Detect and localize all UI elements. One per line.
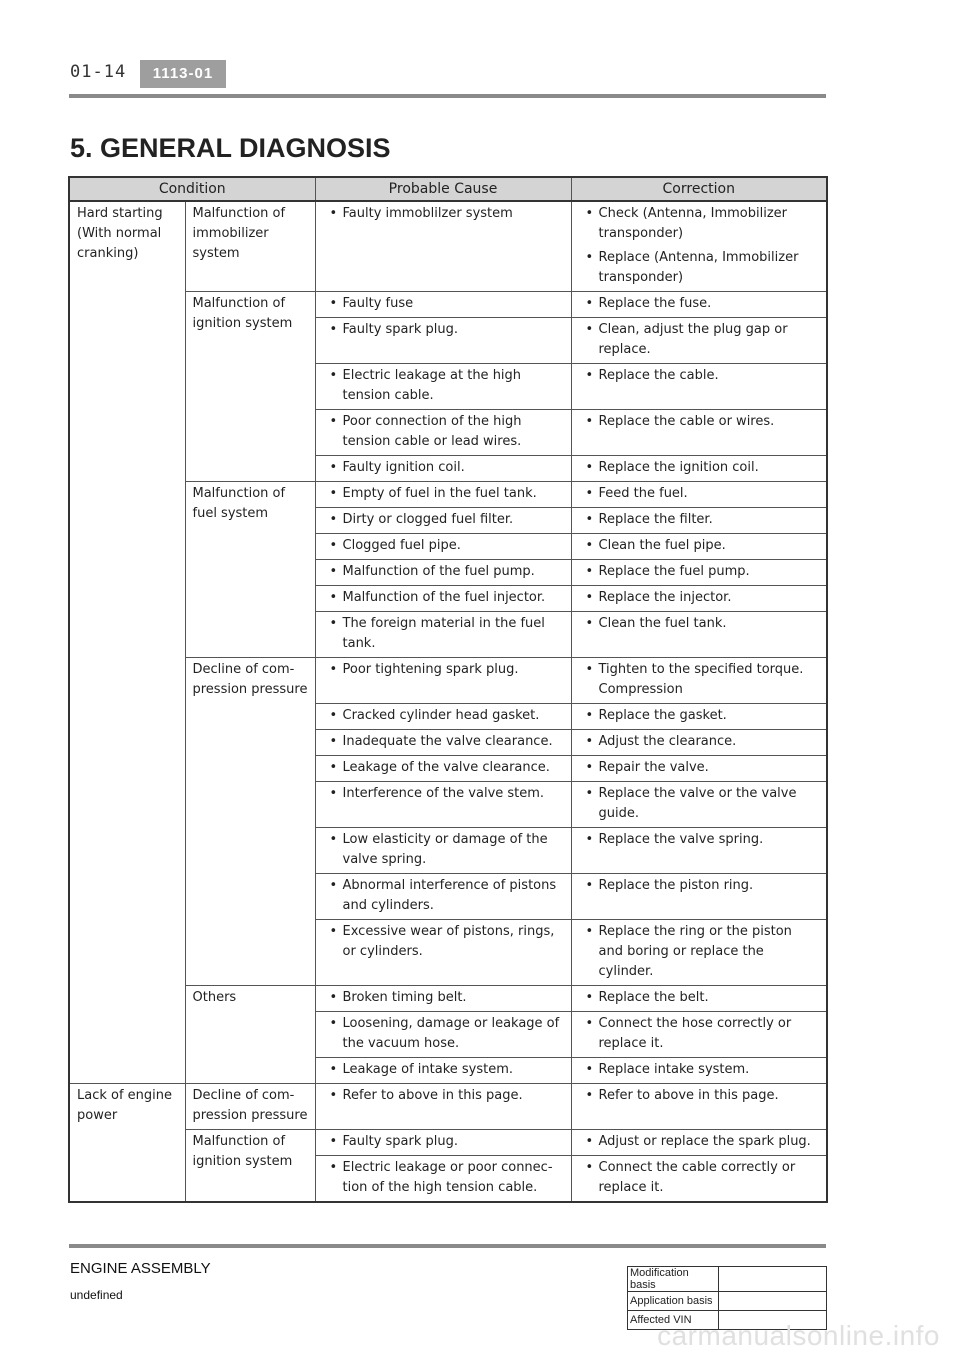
bullet-icon: •: [329, 662, 338, 677]
table-row: [69, 201, 827, 292]
correction-cell: [571, 986, 827, 1012]
correction-item: • Clean the fuel pipe.: [579, 536, 820, 556]
cause-item: • Interference of the valve stem.: [323, 784, 564, 804]
correction-cell: [571, 1058, 827, 1084]
bullet-icon: •: [585, 786, 594, 801]
bullet-icon: •: [585, 616, 594, 631]
correction-item: • Tighten to the specified torque. Compression: [585, 662, 804, 697]
probable-cause-cell: [315, 658, 571, 704]
column-header-condition: Condition: [69, 177, 315, 201]
correction-item: • Replace the valve or the valve guide.: [585, 786, 797, 821]
probable-cause-cell: [315, 1156, 571, 1203]
bullet-icon: •: [329, 1088, 338, 1103]
sub-condition-cell: Malfunction of immobilizer system: [185, 201, 315, 292]
correction-cell: [571, 1156, 827, 1203]
cause-item: • Cracked cylinder head gasket.: [323, 706, 564, 726]
correction-cell: [571, 1012, 827, 1058]
correction-item: • Replace the cable.: [579, 366, 820, 386]
correction-cell: [571, 508, 827, 534]
sub-condition-cell: Malfunction of fuel system: [185, 482, 315, 658]
probable-cause-cell: [315, 782, 571, 828]
page-number: 01-14: [70, 62, 127, 82]
correction-item: • Adjust the clearance.: [579, 732, 820, 752]
probable-cause-cell: [315, 292, 571, 318]
correction-cell: [571, 410, 827, 456]
cause-item: • Poor tightening spark plug.: [323, 660, 564, 680]
correction-cell: [571, 586, 827, 612]
bullet-icon: •: [585, 538, 594, 553]
cause-item: • Electric leakage or poor connec- tion of the high tension cable.: [329, 1160, 553, 1195]
condition-cell: Lack of engine power: [69, 1084, 185, 1203]
header-divider: [69, 94, 826, 98]
probable-cause-cell: [315, 756, 571, 782]
cause-item: • Faulty spark plug.: [323, 1132, 564, 1152]
cause-item: • Abnormal interference of pistons and cylinders.: [329, 878, 557, 913]
correction-cell: [571, 1130, 827, 1156]
correction-cell: [571, 920, 827, 986]
correction-item: • Repair the valve.: [579, 758, 820, 778]
bullet-icon: •: [329, 990, 338, 1005]
affected-vin-label: Affected VIN: [628, 1311, 719, 1330]
cause-item: • Empty of fuel in the fuel tank.: [323, 484, 564, 504]
bullet-icon: •: [585, 1134, 594, 1149]
modification-basis-label: Modification basis: [628, 1267, 719, 1292]
footer-divider: [69, 1244, 826, 1248]
correction-item: • Replace the ring or the piston and boring or replace the cylinder.: [585, 924, 792, 979]
correction-cell: [571, 730, 827, 756]
cause-item: • Electric leakage at the high tension cable.: [329, 368, 522, 403]
probable-cause-cell: [315, 920, 571, 986]
bullet-icon: •: [329, 708, 338, 723]
correction-cell: [571, 482, 827, 508]
bullet-icon: •: [329, 734, 338, 749]
correction-item: • Connect the hose correctly or replace it.: [585, 1016, 792, 1051]
cause-item: • Leakage of intake system.: [323, 1060, 564, 1080]
probable-cause-cell: [315, 828, 571, 874]
correction-item: • Clean the fuel tank.: [579, 614, 820, 634]
correction-item: • Replace the injector.: [579, 588, 820, 608]
correction-item: • Replace intake system.: [579, 1060, 820, 1080]
correction-item: • Replace the filter.: [579, 510, 820, 530]
probable-cause-cell: [315, 730, 571, 756]
bullet-icon: •: [329, 1016, 338, 1031]
bullet-icon: •: [585, 206, 594, 221]
cause-item: • Inadequate the valve clearance.: [323, 732, 564, 752]
probable-cause-cell: [315, 534, 571, 560]
cause-item: • Faulty ignition coil.: [323, 458, 564, 478]
probable-cause-cell: [315, 1012, 571, 1058]
footer-subtitle: undefined: [70, 1288, 123, 1302]
sub-condition-cell: Decline of com- pression pressure: [185, 1084, 315, 1130]
bullet-icon: •: [329, 296, 338, 311]
cause-item: • Faulty immoblilzer system: [323, 204, 564, 224]
correction-item: • Clean, adjust the plug gap or replace.: [585, 322, 788, 357]
correction-cell: [571, 612, 827, 658]
probable-cause-cell: [315, 482, 571, 508]
correction-item: • Feed the fuel.: [579, 484, 820, 504]
sub-condition-cell: Decline of com- pression pressure: [185, 658, 315, 986]
probable-cause-cell: [315, 456, 571, 482]
bullet-icon: •: [585, 368, 594, 383]
footer-section-title: ENGINE ASSEMBLY: [70, 1260, 211, 1277]
bullet-icon: •: [585, 250, 594, 265]
bullet-icon: •: [329, 206, 338, 221]
bullet-icon: •: [585, 878, 594, 893]
modification-basis-value: [719, 1267, 827, 1292]
cause-item: • Faulty spark plug.: [323, 320, 564, 340]
bullet-icon: •: [329, 512, 338, 527]
cause-item: • Malfunction of the fuel pump.: [323, 562, 564, 582]
bullet-icon: •: [585, 1160, 594, 1175]
cause-item: • Leakage of the valve clearance.: [323, 758, 564, 778]
application-basis-value: [719, 1292, 827, 1311]
probable-cause-cell: [315, 874, 571, 920]
probable-cause-cell: [315, 704, 571, 730]
correction-cell: [571, 364, 827, 410]
probable-cause-cell: [315, 1130, 571, 1156]
bullet-icon: •: [585, 414, 594, 429]
sub-condition-cell: Malfunction of ignition system: [185, 1130, 315, 1203]
correction-cell: [571, 658, 827, 704]
correction-item: • Refer to above in this page.: [579, 1086, 820, 1106]
bullet-icon: •: [329, 460, 338, 475]
bullet-icon: •: [329, 590, 338, 605]
column-header-probable-cause: Probable Cause: [315, 177, 571, 201]
cause-item: • Loosening, damage or leakage of the vacuum hose.: [329, 1016, 560, 1051]
correction-item: • Replace the piston ring.: [579, 876, 820, 896]
bullet-icon: •: [585, 296, 594, 311]
probable-cause-cell: [315, 318, 571, 364]
correction-item: • Adjust or replace the spark plug.: [579, 1132, 820, 1152]
application-basis-label: Application basis: [628, 1292, 719, 1311]
cause-item: • Excessive wear of pistons, rings, or cylinders.: [329, 924, 555, 959]
correction-item: • Replace (Antenna, Immobilizer transponder): [585, 250, 799, 285]
bullet-icon: •: [329, 832, 338, 847]
bullet-icon: •: [329, 564, 338, 579]
bullet-icon: •: [585, 924, 594, 939]
correction-cell: [571, 828, 827, 874]
bullet-icon: •: [329, 538, 338, 553]
modification-row: [628, 1267, 827, 1292]
cause-item: • Faulty fuse: [323, 294, 564, 314]
bullet-icon: •: [585, 832, 594, 847]
table-row: [69, 1084, 827, 1130]
bullet-icon: •: [329, 924, 338, 939]
bullet-icon: •: [585, 1016, 594, 1031]
probable-cause-cell: [315, 986, 571, 1012]
page-title: 5. GENERAL DIAGNOSIS: [70, 133, 391, 163]
bullet-icon: •: [329, 786, 338, 801]
diagnosis-table: [68, 176, 828, 1203]
correction-cell: [571, 1084, 827, 1130]
bullet-icon: •: [585, 708, 594, 723]
bullet-icon: •: [585, 486, 594, 501]
cause-item: • Poor connection of the high tension cable or lead wires.: [329, 414, 522, 449]
correction-cell: [571, 782, 827, 828]
bullet-icon: •: [329, 1134, 338, 1149]
correction-item: • Connect the cable correctly or replace it.: [585, 1160, 796, 1195]
correction-cell: [571, 318, 827, 364]
bullet-icon: •: [585, 590, 594, 605]
bullet-icon: •: [329, 878, 338, 893]
correction-item: • Replace the belt.: [579, 988, 820, 1008]
bullet-icon: •: [329, 414, 338, 429]
diagnosis-table-body: [69, 201, 827, 1202]
bullet-icon: •: [329, 322, 338, 337]
correction-cell: [571, 704, 827, 730]
correction-item: • Replace the cable or wires.: [579, 412, 820, 432]
probable-cause-cell: [315, 560, 571, 586]
correction-item: • Check (Antenna, Immobilizer transponder): [585, 206, 787, 241]
cause-item: • Refer to above in this page.: [323, 1086, 564, 1106]
probable-cause-cell: [315, 1058, 571, 1084]
bullet-icon: •: [329, 368, 338, 383]
bullet-icon: •: [329, 616, 338, 631]
section-code-badge: 1113-01: [140, 60, 226, 88]
correction-cell: [571, 201, 827, 292]
probable-cause-cell: [315, 508, 571, 534]
condition-cell: Hard starting (With normal cranking): [69, 201, 185, 1084]
cause-item: • The foreign material in the fuel tank.: [329, 616, 545, 651]
bullet-icon: •: [585, 662, 594, 677]
bullet-icon: •: [329, 1062, 338, 1077]
correction-item: • Replace the fuse.: [579, 294, 820, 314]
bullet-icon: •: [585, 512, 594, 527]
cause-item: • Low elasticity or damage of the valve spring.: [329, 832, 548, 867]
correction-cell: [571, 534, 827, 560]
modification-row: [628, 1292, 827, 1311]
bullet-icon: •: [329, 486, 338, 501]
cause-item: • Clogged fuel pipe.: [323, 536, 564, 556]
correction-cell: [571, 560, 827, 586]
bullet-icon: •: [585, 760, 594, 775]
probable-cause-cell: [315, 201, 571, 292]
correction-item: • Replace the valve spring.: [579, 830, 820, 850]
column-header-correction: Correction: [571, 177, 827, 201]
correction-item: • Replace the gasket.: [579, 706, 820, 726]
probable-cause-cell: [315, 410, 571, 456]
probable-cause-cell: [315, 586, 571, 612]
probable-cause-cell: [315, 1084, 571, 1130]
bullet-icon: •: [585, 1062, 594, 1077]
bullet-icon: •: [585, 564, 594, 579]
cause-item: • Broken timing belt.: [323, 988, 564, 1008]
bullet-icon: •: [329, 760, 338, 775]
correction-cell: [571, 292, 827, 318]
correction-cell: [571, 756, 827, 782]
bullet-icon: •: [585, 990, 594, 1005]
bullet-icon: •: [329, 1160, 338, 1175]
bullet-icon: •: [585, 322, 594, 337]
probable-cause-cell: [315, 612, 571, 658]
bullet-icon: •: [585, 734, 594, 749]
cause-item: • Dirty or clogged fuel filter.: [323, 510, 564, 530]
correction-item: • Replace the fuel pump.: [579, 562, 820, 582]
cause-item: • Malfunction of the fuel injector.: [323, 588, 564, 608]
bullet-icon: •: [585, 1088, 594, 1103]
probable-cause-cell: [315, 364, 571, 410]
sub-condition-cell: Malfunction of ignition system: [185, 292, 315, 482]
correction-item: • Replace the ignition coil.: [579, 458, 820, 478]
watermark: carmanualsonline.info: [657, 1320, 940, 1351]
sub-condition-cell: Others: [185, 986, 315, 1084]
table-header-row: [69, 177, 827, 201]
bullet-icon: •: [585, 460, 594, 475]
correction-cell: [571, 874, 827, 920]
correction-cell: [571, 456, 827, 482]
